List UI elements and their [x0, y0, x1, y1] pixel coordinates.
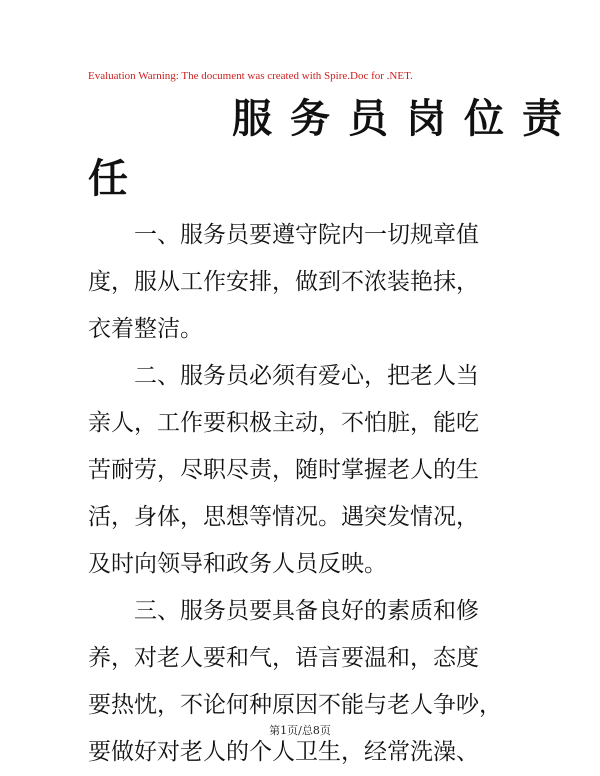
- paragraph-line: 衣着整洁。: [88, 316, 203, 342]
- paragraph-line: 一、服务员要遵守院内一切规章值: [134, 222, 479, 248]
- paragraph-line: 苦耐劳，尽职尽责，随时掌握老人的生: [88, 457, 479, 483]
- document-body: [88, 212, 528, 776]
- paragraph-3: [88, 588, 528, 776]
- paragraph-line: 二、服务员必须有爱心，把老人当: [134, 363, 479, 389]
- paragraph-line: 度，服从工作安排，做到不浓装艳抹，: [88, 269, 479, 295]
- paragraph-line: 三、服务员要具备良好的素质和修: [134, 598, 479, 624]
- paragraph-line: 要热忱，不论何种原因不能与老人争吵，: [88, 692, 502, 718]
- paragraph-line: 养，对老人要和气，语言要温和，态度: [88, 645, 479, 671]
- document-title-line-1: 服务员岗位责: [232, 95, 580, 142]
- paragraph-2: [88, 353, 528, 588]
- paragraph-line: 及时向领导和政务人员反映。: [88, 551, 387, 577]
- page-number-footer: 第1页/总8页: [269, 724, 331, 737]
- paragraph-1: [88, 212, 528, 353]
- document-title-line-2: 任: [88, 155, 128, 202]
- paragraph-line: 活，身体，思想等情况。遇突发情况，: [88, 504, 479, 530]
- paragraph-line: 要做好对老人的个人卫生，经常洗澡、: [88, 739, 479, 765]
- paragraph-line: 亲人，工作要积极主动，不怕脏，能吃: [88, 410, 479, 436]
- evaluation-warning: Evaluation Warning: The document was created with Spire.Doc for .NET.: [88, 70, 413, 82]
